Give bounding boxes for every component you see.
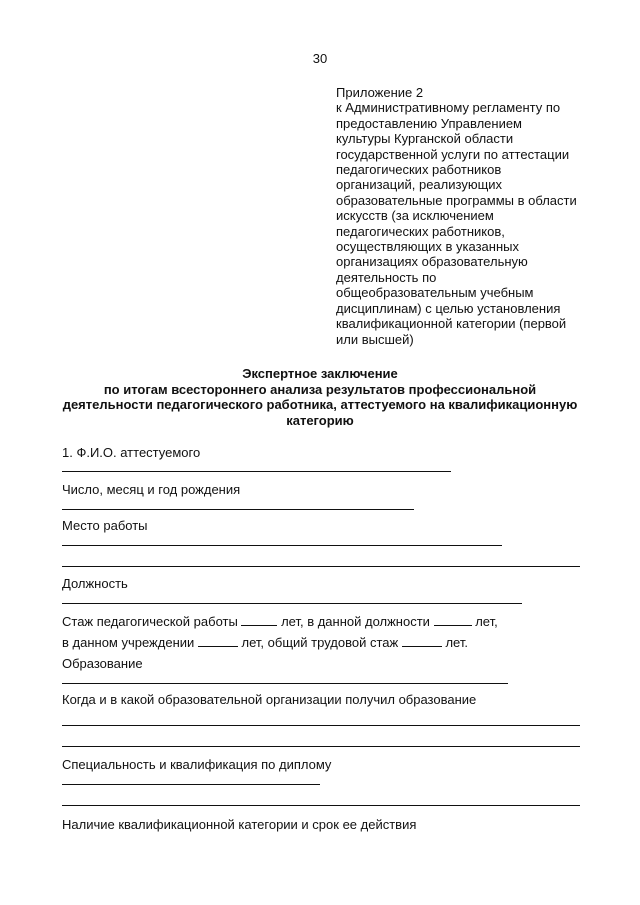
education-institution-field-line-1[interactable] <box>62 725 580 726</box>
experience-row-2 <box>62 635 468 650</box>
appendix-line: искусств (за исключением <box>336 208 494 224</box>
document-title <box>40 366 600 428</box>
appendix-line: педагогических работников <box>336 162 502 178</box>
years-unit: лет, <box>281 614 304 629</box>
years-unit-end: лет. <box>445 635 468 650</box>
appendix-line: организаций, реализующих <box>336 177 503 193</box>
appendix-line: осуществляющих в указанных <box>336 239 519 255</box>
appendix-line: образовательные программы в области <box>336 192 577 208</box>
ped-experience-label: Стаж педагогической работы <box>62 614 238 629</box>
institution-experience-blank[interactable] <box>198 635 238 647</box>
institution-experience-label: в данном учреждении <box>62 635 195 650</box>
appendix-line: культуры Курганской области <box>336 131 514 147</box>
experience-row-1 <box>62 614 498 629</box>
appendix-line: общеобразовательным учебным <box>336 285 534 301</box>
workplace-field-line-1[interactable] <box>62 545 502 546</box>
position-experience-blank[interactable] <box>434 614 472 626</box>
appendix-line: квалификационной категории (первой <box>336 316 567 332</box>
title-line: категорию <box>286 412 354 428</box>
title-line: Экспертное заключение <box>242 366 398 381</box>
education-label: Образование <box>62 656 143 671</box>
total-experience-label: лет, общий трудовой стаж <box>241 635 399 650</box>
appendix-line: к Административному регламенту по <box>336 100 561 116</box>
title-line: деятельности педагогического работника, аттестуемого на квалификационную <box>62 397 578 412</box>
position-field-line[interactable] <box>62 603 522 604</box>
appendix-header <box>336 85 586 347</box>
fio-field-line[interactable] <box>62 471 451 472</box>
appendix-line: деятельность по <box>336 269 437 285</box>
appendix-line: предоставлению Управлением <box>336 115 522 131</box>
education-field-line[interactable] <box>62 683 508 684</box>
workplace-field-line-2[interactable] <box>62 566 580 567</box>
fio-label: 1. Ф.И.О. аттестуемого <box>62 445 201 460</box>
title-line: по итогам всестороннего анализа результатов профессиональной <box>103 381 537 397</box>
birth-date-label: Число, месяц и год рождения <box>62 482 241 497</box>
specialty-field-line-2[interactable] <box>62 805 580 806</box>
total-experience-blank[interactable] <box>402 635 442 647</box>
appendix-line: Приложение 2 <box>336 85 424 100</box>
appendix-line: организациях образовательную <box>336 254 528 270</box>
birth-date-field-line[interactable] <box>62 509 414 510</box>
position-label: Должность <box>62 576 128 591</box>
page-number: 30 <box>312 51 328 66</box>
qualification-category-label: Наличие квалификационной категории и срок ее действия <box>62 817 417 832</box>
workplace-label: Место работы <box>62 518 148 533</box>
position-experience-label: в данной должности <box>307 614 430 629</box>
specialty-field-line-1[interactable] <box>62 784 320 785</box>
appendix-line: государственной услуги по аттестации <box>336 146 570 162</box>
specialty-label: Специальность и квалификация по диплому <box>62 757 332 772</box>
years-unit: лет, <box>475 614 498 629</box>
education-institution-field-line-2[interactable] <box>62 746 580 747</box>
appendix-line: или высшей) <box>336 331 414 347</box>
ped-experience-blank[interactable] <box>241 614 277 626</box>
appendix-line: дисциплинам) с целью установления <box>336 300 561 316</box>
appendix-line: педагогических работников, <box>336 223 505 239</box>
education-institution-label: Когда и в какой образовательной организации получил образование <box>62 692 477 707</box>
